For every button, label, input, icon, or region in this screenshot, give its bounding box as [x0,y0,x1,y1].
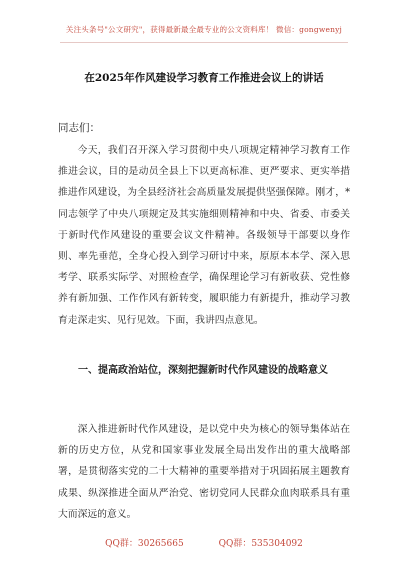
section-heading-1: 一、提高政治站位，深刻把握新时代作风建设的战略意义 [78,365,328,376]
body-paragraph-1: 今天，我们召开深入学习贯彻中央八项规定精神学习教育工作推进会议，目的是动员全县上下以更高标准、更严要求、更实举措推进作风建设，为全县经济社会高质量发展提供坚强保障。刚才，*同志领学了中央八项规定及其实施细则精神和中央、省委、市委关于新时代作风建设的重要会议文件精神。各级领导干部要以身作则、率先垂范，全身心投入到学习研讨中来，原原本本学、深入思考学、联系实际学、对照检查学，确保理论学习有新收获、党性修养有新加强、工作作风有新转变，履职能力有新提升，推动学习教育走深走实、见行见效。下面，我讲四点意见。 [58,145,350,326]
promo-banner: 关注头条号"公文研究"，获得最新最全最专业的公文资料库！ 微信：gongwenyj [65,25,343,34]
banner-divider [60,42,348,43]
footer-qq-group-2: QQ群：535304092 [218,539,303,549]
document-title: 在2025年作风建设学习教育工作推进会议上的讲话 [84,72,324,84]
body-paragraph-2: 深入推进新时代作风建设，是以党中央为核心的领导集体站在新的历史方位，从党和国家事业发展全局出发作出的重大战略部署，是贯彻落实党的二十大精神的重要举措对于巩固拓展主题教育成果、纵深推进全面从严治党、密切党同人民群众血肉联系具有重大而深远的意义。 [58,424,350,520]
footer-contact [0,536,408,549]
salutation: 同志们： [58,122,100,134]
footer-qq-group-1: QQ群：30265665 [105,539,184,549]
